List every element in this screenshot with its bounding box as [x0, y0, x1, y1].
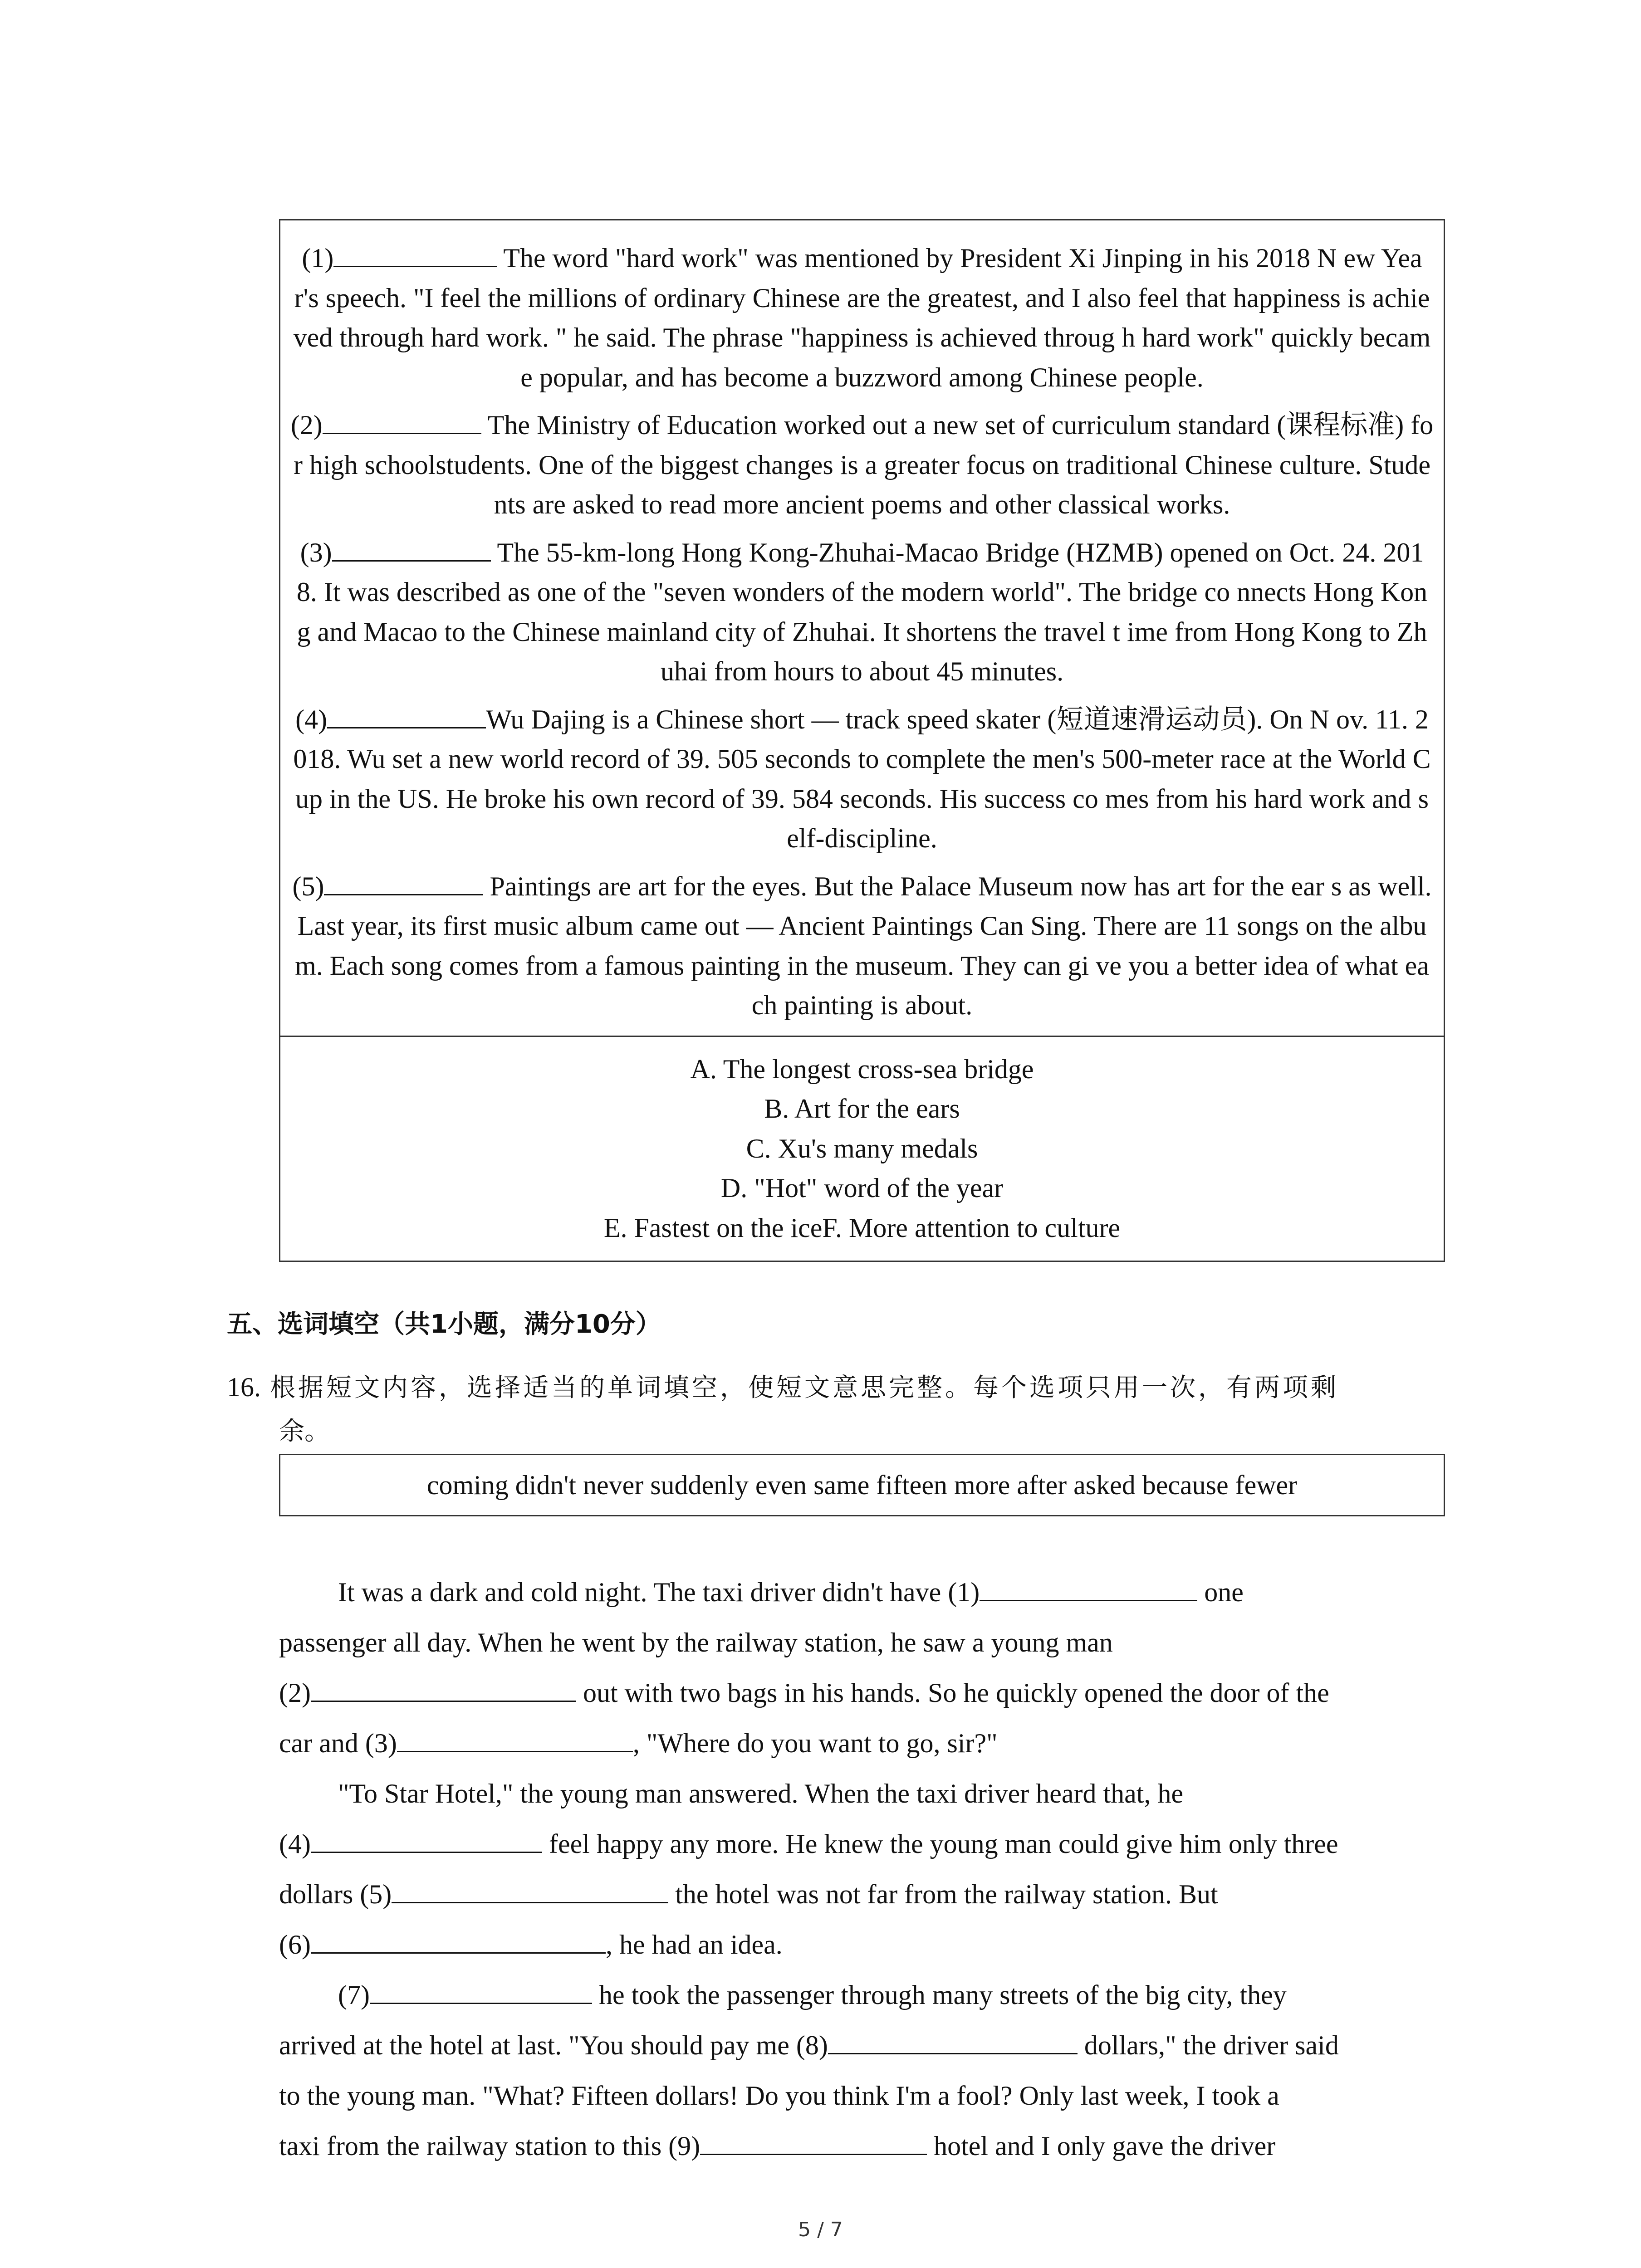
options-cell — [280, 1037, 1444, 1261]
cloze-text: car and (3) — [279, 1728, 397, 1758]
cloze-text: "To Star Hotel," the young man answered. When the taxi driver heard that, he — [338, 1779, 1184, 1809]
cloze-line — [279, 1618, 1450, 1668]
option-item: B. Art for the ears — [764, 1094, 960, 1124]
question-number: 16. — [227, 1372, 261, 1402]
cloze-blank-3[interactable] — [397, 1728, 633, 1752]
option-item: A. The longest cross-sea bridge — [690, 1054, 1034, 1084]
cloze-text: (7) — [338, 1980, 370, 2010]
passage-paragraph — [290, 867, 1434, 1026]
question-16 — [227, 1365, 1452, 1453]
page-number: 5 / 7 — [798, 2218, 843, 2241]
passage-paragraph — [290, 239, 1434, 397]
cloze-blank-7[interactable] — [370, 1980, 592, 2004]
cloze-text: he took the passenger through many streets of the big city, they — [592, 1980, 1287, 2010]
answer-blank[interactable] — [327, 704, 486, 728]
cloze-text: the hotel was not far from the railway station. But — [668, 1879, 1218, 1909]
cloze-line — [279, 1718, 1450, 1769]
paragraph-number: (1) — [302, 243, 334, 273]
passages-cell — [280, 220, 1444, 1037]
option-item: D. "Hot" word of the year — [720, 1173, 1004, 1203]
question-instruction-continued: 余。 — [279, 1417, 330, 1446]
cloze-blank-8[interactable] — [828, 2030, 1078, 2054]
cloze-blank-1[interactable] — [980, 1577, 1197, 1601]
cloze-line — [279, 1970, 1450, 2020]
cloze-text: to the young man. "What? Fifteen dollars! Do you think I'm a fool? Only last week, I took a — [279, 2081, 1279, 2111]
cloze-line — [279, 1769, 1450, 1819]
cloze-line — [279, 2071, 1450, 2121]
cloze-text: passenger all day. When he went by the railway station, he saw a young man — [279, 1628, 1113, 1657]
cloze-text: dollars (5) — [279, 1879, 392, 1909]
cloze-line — [279, 1668, 1450, 1718]
word-bank-box — [279, 1454, 1445, 1516]
paragraph-text: The Ministry of Education worked out a new set of curriculum standard (课程标准) for high schoolstudents. One of the biggest changes is a greater focus on traditional Chinese culture. Students are asked to read more ancient poems and other classical works. — [293, 410, 1434, 519]
paragraph-number: (4) — [295, 704, 328, 734]
cloze-text: (6) — [279, 1930, 311, 1960]
reading-matching-table — [279, 219, 1445, 1262]
paragraph-number: (5) — [292, 871, 324, 901]
cloze-blank-9[interactable] — [700, 2131, 927, 2155]
answer-blank[interactable] — [333, 243, 497, 267]
cloze-text: hotel and I only gave the driver — [927, 2131, 1276, 2161]
cloze-text: taxi from the railway station to this (9) — [279, 2131, 700, 2161]
question-instruction: 根据短文内容，选择适当的单词填空，使短文意思完整。每个选项只用一次，有两项剩 — [270, 1373, 1339, 1403]
cloze-text: feel happy any more. He knew the young man could give him only three — [542, 1829, 1338, 1859]
cloze-text: (2) — [279, 1678, 311, 1708]
paragraph-number: (3) — [300, 537, 332, 567]
option-item: C. Xu's many medals — [746, 1133, 978, 1163]
paragraph-text: The word "hard work" was mentioned by President Xi Jinping in his 2018 N ew Year's speech. "I feel the millions of ordinary Chinese are the greatest, and I also feel that happiness is achieved through hard work. " he said. The phrase "happiness is achieved throug h hard work" quickly became popular, and has become a buzzword among Chinese people. — [293, 243, 1431, 392]
cloze-text: dollars," the driver said — [1077, 2030, 1339, 2060]
cloze-text: one — [1197, 1577, 1244, 1607]
answer-blank[interactable] — [332, 538, 491, 562]
cloze-text: , "Where do you want to go, sir?" — [632, 1728, 998, 1758]
passage-paragraph — [290, 700, 1434, 859]
paragraph-text: Wu Dajing is a Chinese short — track speed skater (短道速滑运动员). On N ov. 11. 2018. Wu set a new world record of 39. 505 seconds to complete the men's 500-meter race at the World Cup in the US. He broke his own record of 39. 584 seconds. His success co mes from his hard work and self-discipline. — [293, 704, 1431, 853]
cloze-blank-6[interactable] — [311, 1930, 606, 1954]
cloze-text: arrived at the hotel at last. "You should pay me (8) — [279, 2030, 828, 2060]
cloze-line — [279, 1567, 1450, 1618]
cloze-text: out with two bags in his hands. So he quickly opened the door of the — [576, 1678, 1329, 1708]
cloze-blank-5[interactable] — [392, 1879, 668, 1903]
cloze-passage — [279, 1567, 1450, 2171]
cloze-line — [279, 2020, 1450, 2071]
cloze-text: , he had an idea. — [605, 1930, 783, 1960]
cloze-blank-2[interactable] — [311, 1678, 576, 1702]
cloze-text: (4) — [279, 1829, 311, 1859]
cloze-line — [279, 1869, 1450, 1920]
paragraph-text: Paintings are art for the eyes. But the Palace Museum now has art for the ear s as well. Last year, its first music album came out — Ancient Paintings Can Sing. There are 11 songs on the album. Each song comes from a famous painting in the museum. They can gi ve you a better idea of what each painting is about. — [295, 871, 1432, 1020]
cloze-line — [279, 2121, 1450, 2171]
cloze-blank-4[interactable] — [311, 1829, 542, 1853]
paragraph-text: The 55-km-long Hong Kong-Zhuhai-Macao Bridge (HZMB) opened on Oct. 24. 2018. It was described as one of the "seven wonders of the modern world". The bridge co nnects Hong Kong and Macao to the Chinese mainland city of Zhuhai. It shortens the travel t ime from Hong Kong to Zhuhai from hours to about 45 minutes. — [296, 537, 1428, 686]
section-heading: 五、选词填空（共1小题，满分10分） — [227, 1310, 661, 1339]
passage-paragraph — [290, 406, 1434, 525]
word-bank: coming didn't never suddenly even same fifteen more after asked because fewer — [426, 1470, 1298, 1500]
option-item: E. Fastest on the iceF. More attention to culture — [603, 1212, 1121, 1243]
answer-blank[interactable] — [323, 410, 481, 434]
cloze-line — [279, 1819, 1450, 1869]
answer-blank[interactable] — [324, 871, 483, 895]
paragraph-number: (2) — [290, 410, 323, 440]
cloze-text: It was a dark and cold night. The taxi driver didn't have (1) — [338, 1577, 980, 1607]
cloze-line — [279, 1920, 1450, 1970]
passage-paragraph — [290, 533, 1434, 692]
